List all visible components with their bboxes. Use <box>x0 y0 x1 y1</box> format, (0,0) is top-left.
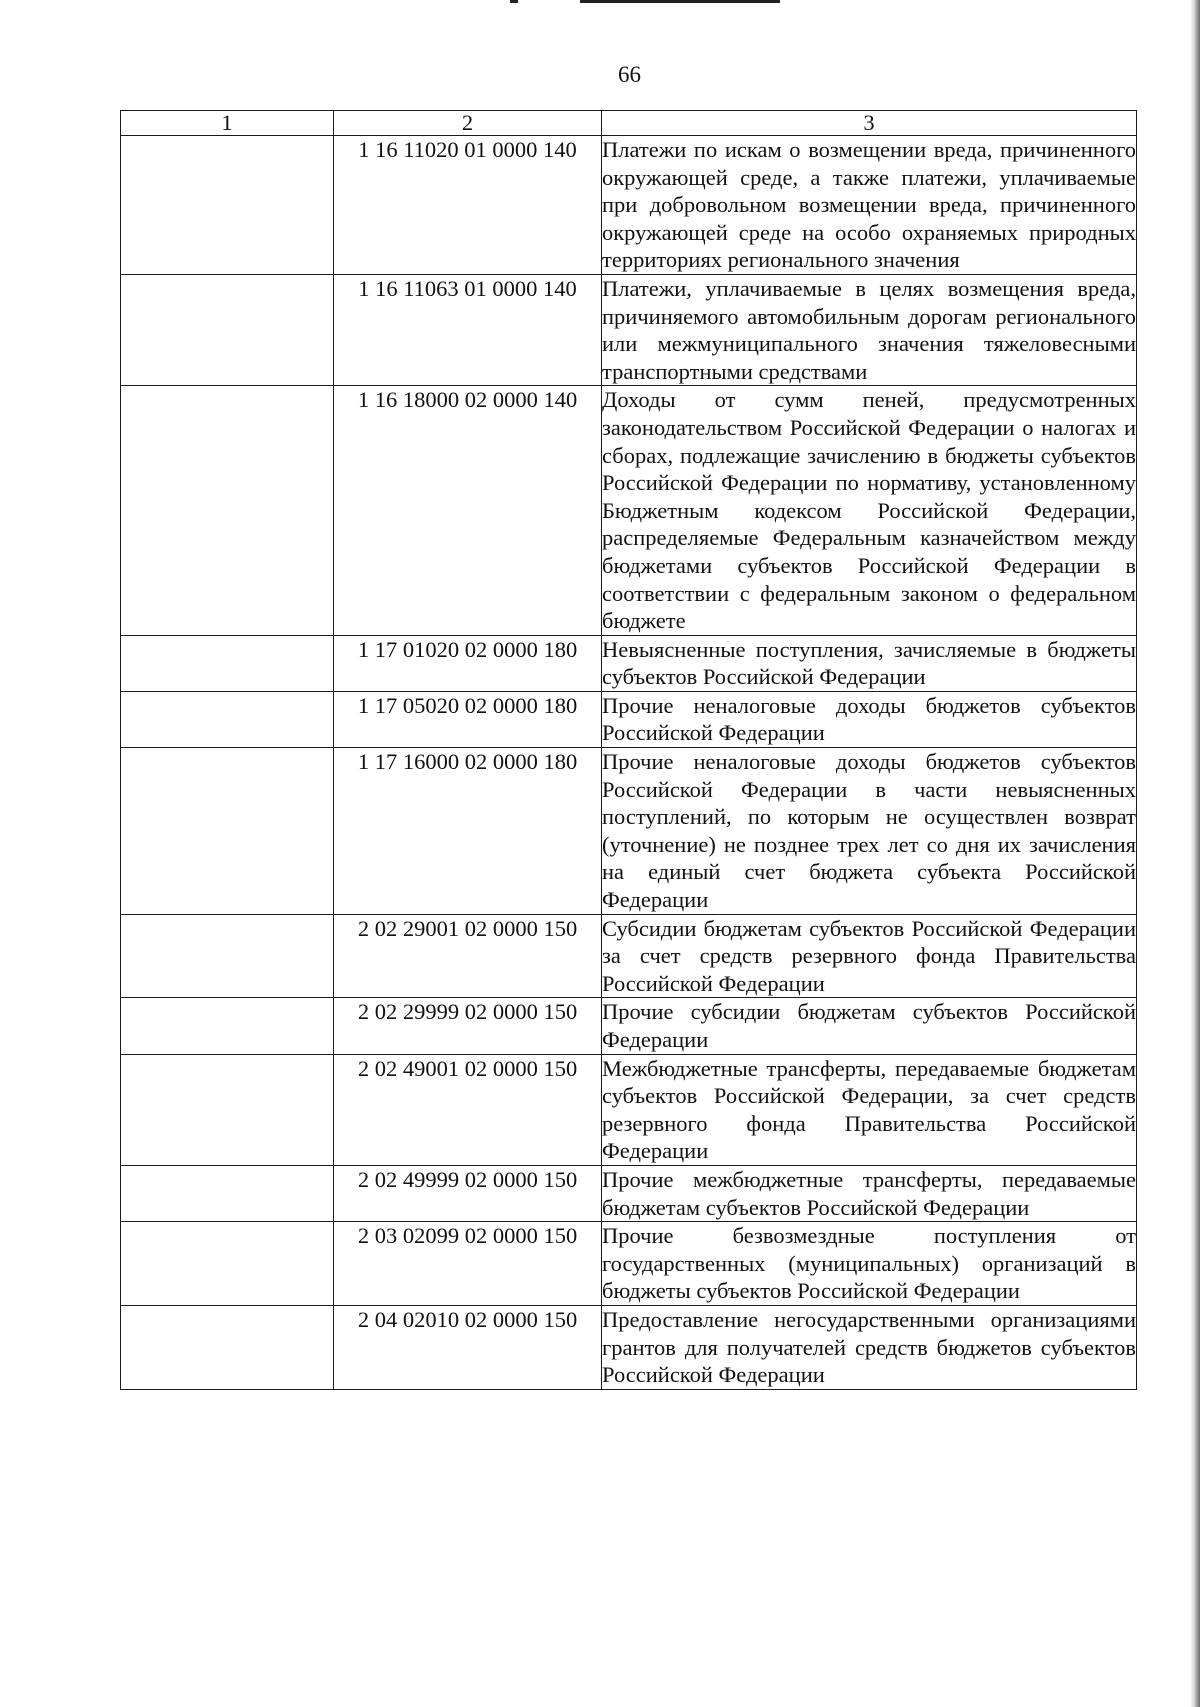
table-row <box>121 1305 1137 1389</box>
table-row <box>121 1165 1137 1221</box>
table-row <box>121 748 1137 915</box>
scan-artifact-mark <box>580 0 780 3</box>
table-row <box>121 136 1137 275</box>
income-description: Платежи, уплачиваемые в целях возмещения вреда, причиняемого автомобильным дорогам регионального или межмуниципального значения тяжеловесными транспортными средствами <box>602 274 1137 385</box>
header-col-1: 1 <box>121 111 334 136</box>
row-col1-cell <box>121 1165 334 1221</box>
row-col1-cell <box>121 1054 334 1165</box>
header-col-2: 2 <box>334 111 602 136</box>
table-row <box>121 914 1137 998</box>
scan-edge-shadow <box>1190 0 1200 1707</box>
row-col1-cell <box>121 1305 334 1389</box>
income-description: Предоставление негосударственными организациями грантов для получателей средств бюджетов субъектов Российской Федерации <box>602 1305 1137 1389</box>
row-col1-cell <box>121 136 334 275</box>
income-code: 2 02 29999 02 0000 150 <box>334 998 602 1054</box>
row-col1-cell <box>121 691 334 747</box>
income-code: 1 16 11020 01 0000 140 <box>334 136 602 275</box>
income-code: 1 16 11063 01 0000 140 <box>334 274 602 385</box>
income-code: 2 02 49001 02 0000 150 <box>334 1054 602 1165</box>
table-row <box>121 635 1137 691</box>
table-header-row <box>121 111 1137 136</box>
table-row <box>121 1054 1137 1165</box>
income-code: 1 17 05020 02 0000 180 <box>334 691 602 747</box>
row-col1-cell <box>121 635 334 691</box>
table-row <box>121 691 1137 747</box>
row-col1-cell <box>121 998 334 1054</box>
income-code: 1 17 01020 02 0000 180 <box>334 635 602 691</box>
row-col1-cell <box>121 914 334 998</box>
row-col1-cell <box>121 274 334 385</box>
income-code: 2 04 02010 02 0000 150 <box>334 1305 602 1389</box>
table-row <box>121 386 1137 635</box>
table-row <box>121 998 1137 1054</box>
row-col1-cell <box>121 1222 334 1306</box>
income-description: Прочие безвозмездные поступления от государственных (муниципальных) организаций в бюджеты субъектов Российской Федерации <box>602 1222 1137 1306</box>
income-description: Прочие межбюджетные трансферты, передаваемые бюджетам субъектов Российской Федерации <box>602 1165 1137 1221</box>
table-row <box>121 1222 1137 1306</box>
income-code: 1 17 16000 02 0000 180 <box>334 748 602 915</box>
income-code: 1 16 18000 02 0000 140 <box>334 386 602 635</box>
income-description: Прочие неналоговые доходы бюджетов субъектов Российской Федерации в части невыясненных поступлений, по которым не осуществлен возврат (уточнение) не позднее трех лет со дня их зачисления на единый счет бюджета субъекта Российской Федерации <box>602 748 1137 915</box>
income-description: Межбюджетные трансферты, передаваемые бюджетам субъектов Российской Федерации, за счет средств резервного фонда Правительства Российской Федерации <box>602 1054 1137 1165</box>
income-description: Доходы от сумм пеней, предусмотренных законодательством Российской Федерации о налогах и сборах, подлежащие зачислению в бюджеты субъектов Российской Федерации по нормативу, установленному Бюджетным кодексом Российской Федерации, распределяемые Федеральным казначейством между бюджетами субъектов Российской Федерации в соответствии с федеральным законом о федеральном бюджете <box>602 386 1137 635</box>
income-code: 2 02 49999 02 0000 150 <box>334 1165 602 1221</box>
income-description: Платежи по искам о возмещении вреда, причиненного окружающей среде, а также платежи, уплачиваемые при добровольном возмещении вреда, причиненного окружающей среде на особо охраняемых природных территориях регионального значения <box>602 136 1137 275</box>
table-row <box>121 274 1137 385</box>
header-col-3: 3 <box>602 111 1137 136</box>
page-number: 66 <box>618 62 641 87</box>
row-col1-cell <box>121 386 334 635</box>
income-description: Прочие неналоговые доходы бюджетов субъектов Российской Федерации <box>602 691 1137 747</box>
income-description: Прочие субсидии бюджетам субъектов Российской Федерации <box>602 998 1137 1054</box>
scan-artifact-mark <box>510 0 518 3</box>
row-col1-cell <box>121 748 334 915</box>
income-description: Невыясненные поступления, зачисляемые в бюджеты субъектов Российской Федерации <box>602 635 1137 691</box>
income-codes-table <box>120 110 1137 1390</box>
income-code: 2 02 29001 02 0000 150 <box>334 914 602 998</box>
income-description: Субсидии бюджетам субъектов Российской Федерации за счет средств резервного фонда Правительства Российской Федерации <box>602 914 1137 998</box>
income-code: 2 03 02099 02 0000 150 <box>334 1222 602 1306</box>
